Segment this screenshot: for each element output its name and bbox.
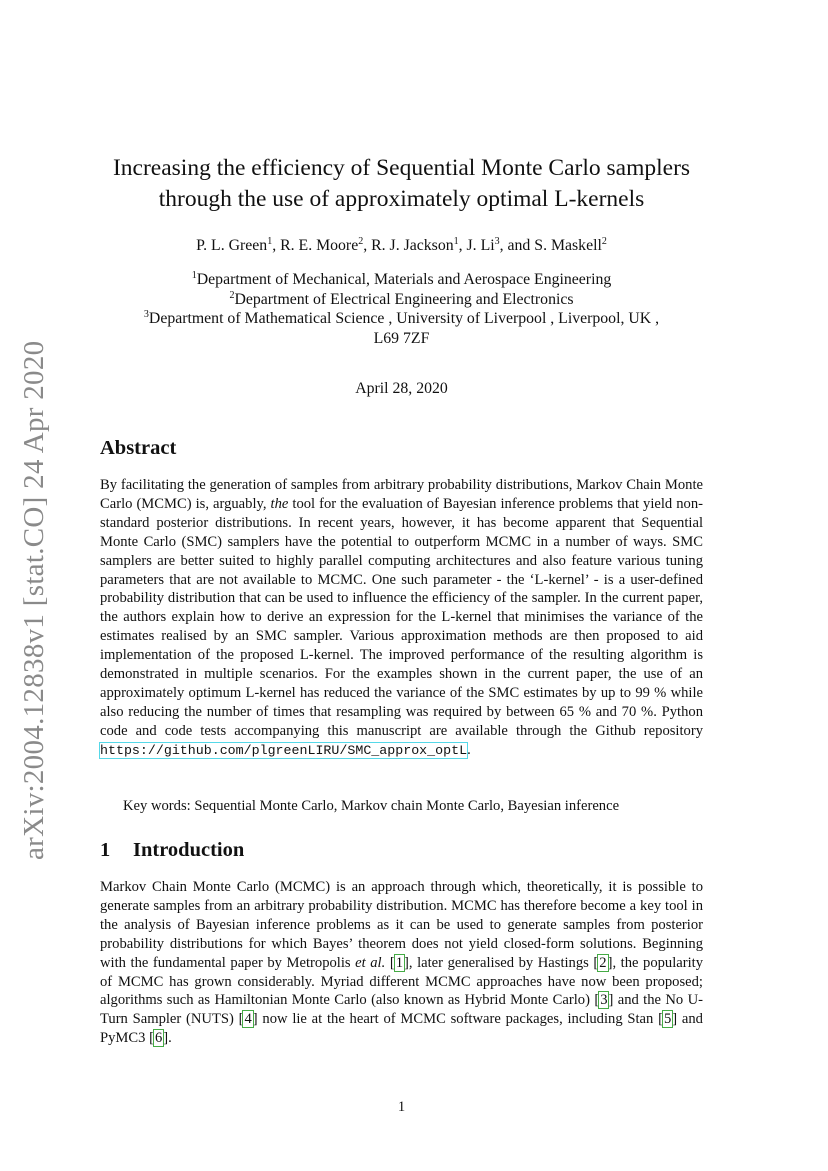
author-list: P. L. Green$^1$, R. E. Moore$^2$, R. J. Jackson$^1$, J. Li$^3$, and S. Maskell$^2$	[196, 236, 607, 254]
abstract-text: By facilitating the generation of samples from arbitrary probability distributions, Markov Chain Monte Carlo (MCMC) is, arguably, the tool for the evaluation of Bayesian inference problems that yield non-standard posterior distributions. In recent years, however, it has become apparent that Sequential Monte Carlo (SMC) samplers have the potential to outperform MCMC in a number of ways. SMC samplers are better suited to highly parallel computing architectures and also feature various tuning parameters that are not available to MCMC. One such parameter - the ‘L-kernel’ - is a user-defined probability distribution that can be used to influence the efficiency of the sampler. In the current paper, the authors explain how to derive an expression for the L-kernel that minimises the variance of the estimates realised by an SMC sampler. Various approximation methods are then proposed to aid implementation of the proposed L-kernel. The improved performance of the resulting algorithm is demonstrated in multiple scenarios. For the examples shown in the current paper, the use of an approximately optimum L-kernel has reduced the variance of the SMC estimates by up to 99 % while also reducing the number of times that resampling was required by between 65 % and 70 %. Python code and code tests accompanying this manuscript are available through the Github repository https://github.com/plgreenLIRU/SMC_approx_optL.	[100, 477, 703, 758]
introduction-heading	[100, 839, 244, 862]
github-repository-link[interactable]: https://github.com/plgreenLIRU/SMC_approx_optL	[100, 742, 468, 758]
citation-link[interactable]: 2	[599, 954, 607, 971]
author-name: R. E. Moore	[280, 237, 359, 254]
citation-link[interactable]: 5	[663, 1011, 672, 1028]
author-name: S. Maskell	[534, 237, 602, 254]
affiliation: $^2$Department of Electrical Engineering and Electronics	[229, 289, 574, 308]
author-affil-mark: 2	[601, 236, 607, 247]
affiliation: $^3$Department of Mathematical Science , University of Liverpool , Liverpool, UK ,	[143, 309, 660, 327]
section-title: Introduction	[133, 839, 245, 861]
affiliation-list	[100, 270, 703, 348]
section-number: 1	[100, 839, 111, 861]
author-name: R. J. Jackson	[371, 237, 454, 254]
author-affil-mark: 3	[494, 236, 500, 247]
author-affil-mark: 1	[267, 236, 273, 247]
affiliation-postcode: L69 7ZF	[373, 329, 430, 347]
arxiv-identifier-stamp: arXiv:2004.12838v1 [stat.CO] 24 Apr 2020	[18, 340, 50, 860]
abstract-emphasis: the	[270, 495, 289, 512]
citation-link[interactable]: 4	[244, 1011, 252, 1028]
citation-link[interactable]: 3	[600, 992, 608, 1009]
author-name: J. Li	[466, 237, 495, 254]
author-name: P. L. Green	[196, 237, 268, 254]
author-affil-mark: 2	[358, 236, 364, 247]
introduction-paragraph: Markov Chain Monte Carlo (MCMC) is an approach through which, theoretically, it is possible to generate samples from an arbitrary probability distribution. MCMC has therefore become a key tool in the analysis of Bayesian inference problems as it can be used to generate samples from posterior probability distributions for which Bayes’ theorem does not yield closed-form solutions. Beginning with the fundamental paper by Metropolis et al. [1], later generalised by Hastings [2], the popularity of MCMC has grown considerably. Myriad different MCMC approaches have now been proposed; algorithms such as Hamiltonian Monte Carlo (also known as Hybrid Monte Carlo) [3] and the No U-Turn Sampler (NUTS) [4] now lie at the heart of MCMC software packages, including Stan [5] and PyMC3 [6].	[100, 879, 704, 1047]
paper-header	[100, 153, 703, 399]
abstract-heading: Abstract	[100, 437, 177, 459]
citation-link[interactable]: 6	[154, 1030, 163, 1047]
keywords: Key words: Sequential Monte Carlo, Markov chain Monte Carlo, Bayesian inference	[123, 798, 620, 814]
page-number: 1	[397, 1099, 406, 1115]
author-affil-mark: 1	[453, 236, 459, 247]
affiliation: $^1$Department of Mechanical, Materials and Aerospace Engineering	[191, 270, 612, 288]
title-line-1: Increasing the efficiency of Sequential Monte Carlo samplers	[112, 155, 691, 181]
title-line-2: through the use of approximately optimal L-kernels	[158, 186, 645, 212]
publication-date: April 28, 2020	[355, 380, 448, 397]
citation-link[interactable]: 1	[395, 954, 403, 971]
paper-title	[100, 153, 703, 215]
